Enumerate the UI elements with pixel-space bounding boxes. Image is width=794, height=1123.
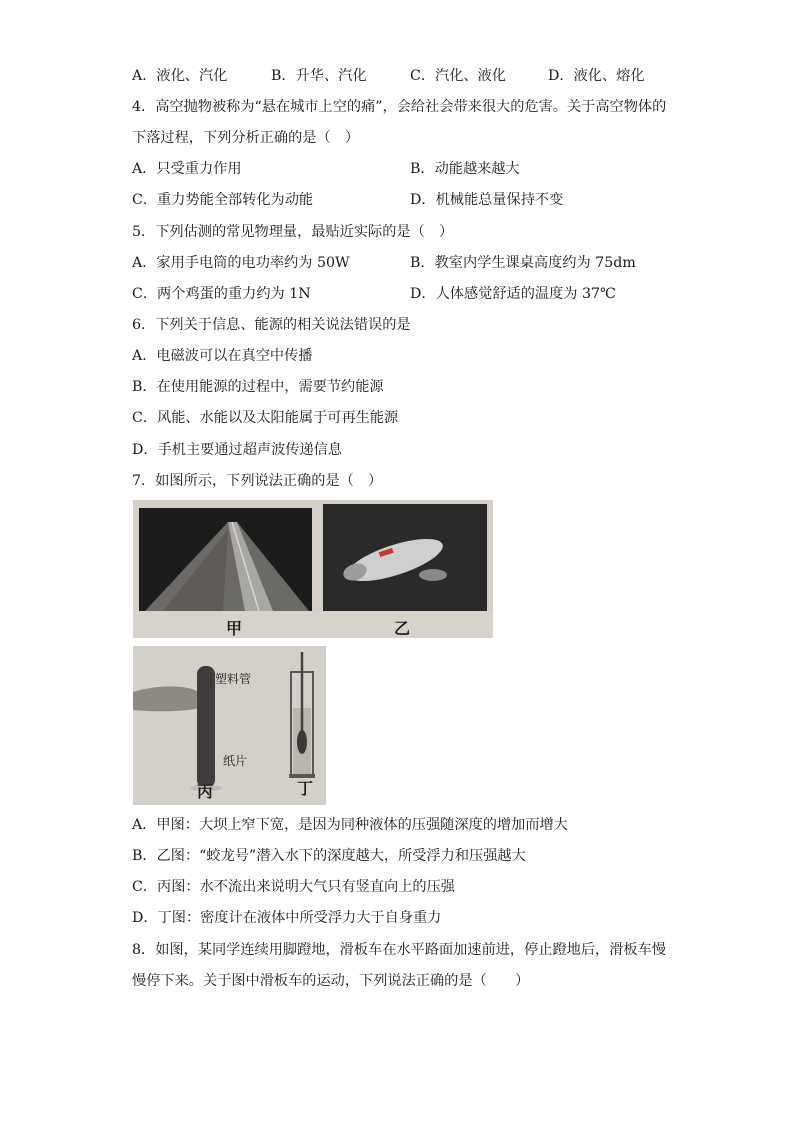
q3-option-b: B．升华、汽化 xyxy=(271,68,367,84)
caption-jia: 甲 xyxy=(226,619,243,638)
figure-bing-ding xyxy=(133,646,326,805)
q6-option-c: C．风能、水能以及太阳能属于可再生能源 xyxy=(132,410,399,426)
q6-option-a: A．电磁波可以在真空中传播 xyxy=(132,348,313,364)
q5-option-c: C．两个鸡蛋的重力约为 1N xyxy=(132,286,311,302)
caption-bing: 丙 xyxy=(197,782,214,801)
q4-stem-line2: 下落过程，下列分析正确的是（ ） xyxy=(132,130,360,146)
q8-stem-line1: 8．如图，某同学连续用脚蹬地，滑板车在水平路面加速前进，停止蹬地后，滑板车慢 xyxy=(132,942,666,958)
q5-option-d: D．人体感觉舒适的温度为 37℃ xyxy=(410,286,616,302)
q7-option-c: C．丙图：水不流出来说明大气只有竖直向上的压强 xyxy=(132,879,455,895)
q4-option-a: A．只受重力作用 xyxy=(132,161,242,177)
q4-option-c: C．重力势能全部转化为动能 xyxy=(132,192,314,208)
label-paper-card: 纸片 xyxy=(223,754,248,768)
q6-option-d: D．手机主要通过超声波传递信息 xyxy=(132,442,343,458)
q7-stem: 7．如图所示，下列说法正确的是（ ） xyxy=(132,473,383,489)
q5-stem: 5．下列估测的常见物理量，最贴近实际的是（ ） xyxy=(132,224,454,240)
q6-stem: 6．下列关于信息、能源的相关说法错误的是 xyxy=(132,317,411,333)
q7-option-d: D．丁图：密度计在液体中所受浮力大于自身重力 xyxy=(132,910,442,926)
label-plastic-tube: 塑料管 xyxy=(215,672,252,686)
q3-option-d: D．液化、熔化 xyxy=(548,68,645,84)
q3-option-a: A．液化、汽化 xyxy=(132,68,228,84)
q4-option-b: B．动能越来越大 xyxy=(410,161,520,177)
q6-option-b: B．在使用能源的过程中，需要节约能源 xyxy=(132,379,384,395)
q8-stem-line2: 慢停下来。关于图中滑板车的运动，下列说法正确的是（ ） xyxy=(132,973,530,989)
q4-stem-line1: 4．高空抛物被称为“悬在城市上空的痛”，会给社会带来很大的危害。关于高空物体的 xyxy=(132,99,667,115)
q7-option-b: B．乙图：“蛟龙号”潜入水下的深度越大，所受浮力和压强越大 xyxy=(132,848,526,864)
q7-option-a: A．甲图：大坝上窄下宽，是因为同种液体的压强随深度的增加而增大 xyxy=(132,817,568,833)
caption-yi: 乙 xyxy=(394,619,411,638)
q5-option-a: A．家用手电筒的电功率约为 50W xyxy=(132,255,350,271)
q3-option-c: C．汽化、液化 xyxy=(410,68,506,84)
dam-and-submersible-photo xyxy=(133,500,493,638)
q5-option-b: B．教室内学生课桌高度约为 75dm xyxy=(410,255,636,271)
caption-ding: 丁 xyxy=(297,779,314,798)
figure-jia-yi xyxy=(133,500,493,638)
q4-option-d: D．机械能总量保持不变 xyxy=(410,192,564,208)
